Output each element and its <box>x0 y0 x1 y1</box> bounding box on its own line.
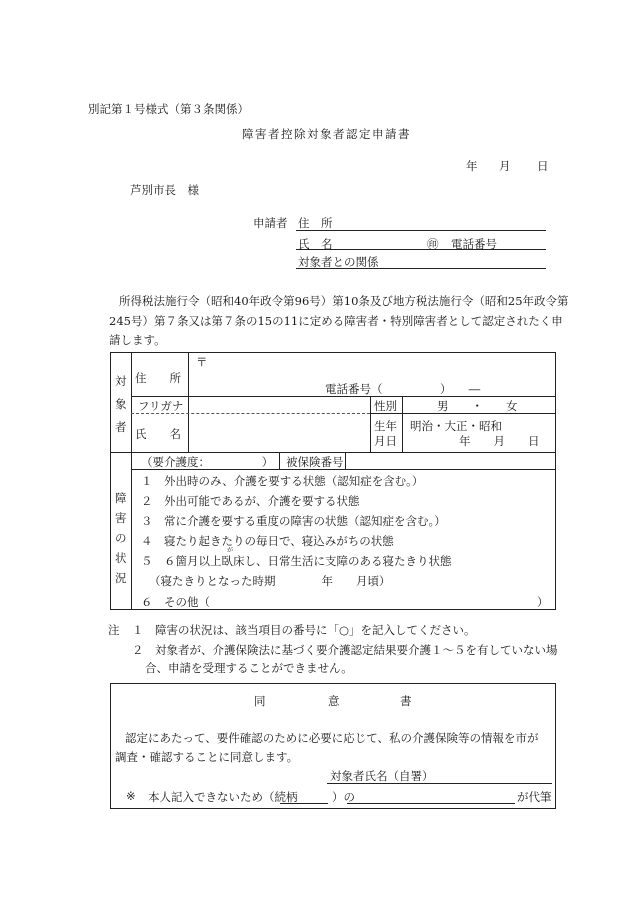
birth-era-options[interactable]: 明治・大正・昭和 <box>410 419 502 433</box>
form-title: 障害者控除対象者認定申請書 <box>242 127 411 141</box>
addressee: 芦別市長 様 <box>130 183 199 197</box>
applicant-relation-field[interactable] <box>296 268 546 269</box>
date-day-label: 日 <box>537 159 549 173</box>
note-2-line-2: 合、申請を受理することができません。 <box>145 661 353 675</box>
consent-text-line-1: 認定にあたって、要件確認のために必要に応じて、私の介護保険等の情報を市が <box>125 731 539 745</box>
consent-title-3: 書 <box>400 694 412 708</box>
applicant-address-field[interactable] <box>296 230 546 231</box>
insured-number-label: 被保険番号 <box>286 455 344 469</box>
consent-title-1: 同 <box>254 694 266 708</box>
proxy-name-field[interactable] <box>347 803 515 804</box>
proxy-text: 本人記入できないため（続柄 ）の <box>148 790 355 804</box>
condition-option-3[interactable]: ３ 常に介護を要する重度の障害の状態（認知症を含む。） <box>141 514 446 528</box>
body-text-line-2: 245号）第７条又は第７条の15の11に定める障害者・特別障害者として認定されたく申 <box>109 314 563 328</box>
date-year-label: 年 <box>466 159 478 173</box>
consent-signature-field[interactable] <box>327 783 552 784</box>
body-text-line-1: 所得税法施行令（昭和40年政令第96号）第10条及び地方税法施行令（昭和25年政令第 <box>119 294 569 308</box>
condition-option-5[interactable]: ５ ６箇月以上臥床し、日常生活に支障のある寝たきり状態 <box>141 554 452 568</box>
birth-label-2: 月日 <box>374 434 397 448</box>
subject-name-label: 氏 名 <box>135 427 181 441</box>
proxy-end: が代筆 <box>517 790 552 804</box>
notes-label: 注 <box>108 623 120 637</box>
note-1: １ 障害の状況は、該当項目の番号に「○」を記入してください。 <box>132 623 476 637</box>
other-close-paren: ） <box>537 595 549 609</box>
applicant-relation-label: 対象者との関係 <box>298 255 379 269</box>
condition-side-label-1: 障 <box>115 491 127 505</box>
applicant-label: 申請者 <box>253 216 288 230</box>
date-month-label: 月 <box>499 159 511 173</box>
care-level-field[interactable]: （要介護度： ） <box>141 455 274 469</box>
subject-side-label-1: 対 <box>115 374 127 388</box>
bedridden-period-field[interactable]: （寝たきりとなった時期 年 月頃） <box>149 574 391 588</box>
condition-option-4[interactable]: ４ 寝たり起きたりの毎日で、寝込みがちの状態 <box>141 534 394 548</box>
gender-label: 性別 <box>374 399 397 413</box>
subject-phone-label[interactable]: 電話番号（ ） ― <box>325 382 481 396</box>
subject-side-label-2: 象 <box>115 397 127 411</box>
form-reference: 別記第１号様式（第３条関係） <box>88 102 249 116</box>
applicant-name-field[interactable] <box>296 249 546 250</box>
birth-date-fields[interactable]: 年 月 日 <box>459 434 540 448</box>
applicant-name-label: 氏 名 <box>298 237 333 251</box>
furigana-label: フリガナ <box>138 399 184 413</box>
subject-side-label-3: 者 <box>115 420 127 434</box>
consent-title-2: 意 <box>328 694 340 708</box>
condition-option-2[interactable]: ２ 外出可能であるが、介護を要する状態 <box>141 494 360 508</box>
note-2-line-1: ２ 対象者が、介護保険法に基づく要介護認定結果要介護１～５を有していない場 <box>132 643 558 657</box>
condition-side-label-3: の <box>115 531 127 545</box>
condition-side-label-5: 況 <box>115 571 127 585</box>
condition-side-label-4: 状 <box>115 551 127 565</box>
gender-options[interactable]: 男 ・ 女 <box>437 399 518 413</box>
applicant-address-label: 住 所 <box>298 216 333 230</box>
consent-signature-label: 対象者氏名（自署） <box>330 769 434 783</box>
postal-mark: 〒 <box>196 355 208 369</box>
body-text-line-3: 請します。 <box>109 333 166 347</box>
proxy-mark: ※ <box>126 789 136 803</box>
condition-side-label-2: 害 <box>115 511 127 525</box>
ruby-annotation: が <box>227 547 234 554</box>
condition-option-1[interactable]: １ 外出時のみ、介護を要する状態（認知症を含む。） <box>141 474 424 488</box>
seal-mark: ㊞ <box>427 237 439 251</box>
birth-label-1: 生年 <box>374 419 397 433</box>
applicant-phone-label: 電話番号 <box>451 237 497 251</box>
proxy-relation-field[interactable] <box>280 803 328 804</box>
consent-text-line-2: 調査・確認することに同意します。 <box>115 750 299 764</box>
condition-option-6[interactable]: ６ その他（ <box>141 595 210 609</box>
subject-address-label: 住 所 <box>135 371 181 385</box>
